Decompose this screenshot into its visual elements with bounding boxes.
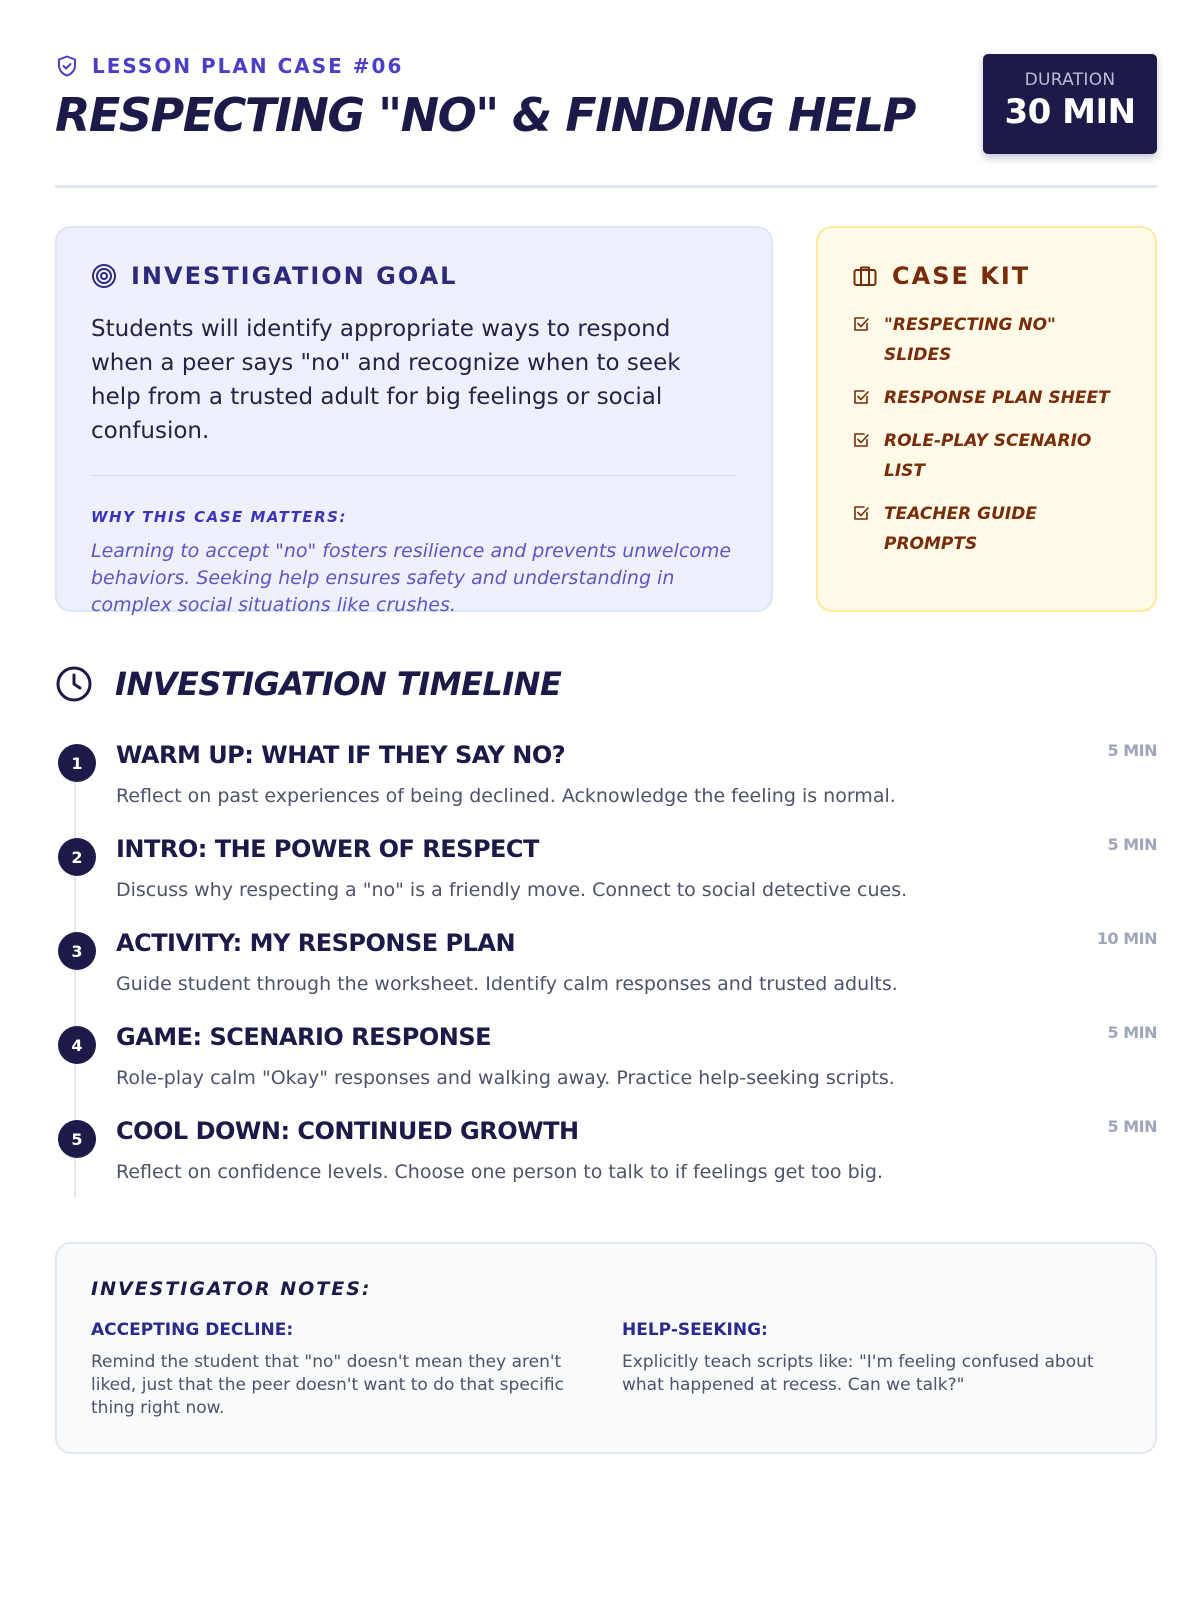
case-eyebrow: [55, 54, 403, 78]
step-description: Discuss why respecting a "no" is a friendly move. Connect to social detective cues.: [116, 879, 908, 901]
timeline-heading-label: INVESTIGATION TIMELINE: [115, 665, 562, 703]
goal-heading: [91, 262, 737, 290]
kit-item: [852, 383, 1121, 413]
duration-label: DURATION: [1024, 70, 1116, 90]
timeline-heading: [55, 665, 561, 703]
step-title: INTRO: THE POWER OF RESPECT: [116, 835, 539, 863]
kit-item: [852, 310, 1121, 370]
checkbox-checked-icon: [852, 504, 870, 522]
kit-list: [852, 310, 1121, 559]
step-description: Reflect on confidence levels. Choose one person to talk to if feelings get too big.: [116, 1161, 884, 1183]
note-column: [622, 1320, 1105, 1420]
duration-value: 30 MIN: [1004, 92, 1136, 132]
goal-heading-label: INVESTIGATION GOAL: [131, 262, 458, 290]
step-title: GAME: SCENARIO RESPONSE: [116, 1023, 492, 1051]
step-title: WARM UP: WHAT IF THEY SAY NO?: [116, 741, 566, 769]
step-number: 3: [58, 932, 96, 970]
timeline-step: [55, 741, 1157, 835]
page-header: [55, 52, 1157, 188]
case-eyebrow-label: LESSON PLAN CASE #06: [92, 54, 404, 78]
checkbox-checked-icon: [852, 431, 870, 449]
step-duration: 10 MIN: [1096, 929, 1157, 948]
kit-item: [852, 426, 1121, 486]
notes-columns: [91, 1320, 1121, 1420]
step-number: 2: [58, 838, 96, 876]
goal-text: Students will identify appropriate ways to respond when a peer says "no" and recognize when to seek help from a trusted adult for big feelings or social confusion.: [91, 316, 681, 444]
note-text: Remind the student that "no" doesn't mean they aren't liked, just that the peer doesn't want to do that specific thing right now.: [91, 1352, 564, 1418]
note-column: [91, 1320, 574, 1420]
timeline-step: [55, 1117, 1157, 1211]
goal-divider: [91, 475, 737, 476]
step-number: 1: [58, 744, 96, 782]
kit-item: [852, 499, 1121, 559]
timeline-step: [55, 929, 1157, 1023]
why-text: Learning to accept "no" fosters resilience and prevents unwelcome behaviors. Seeking help ensures safety and understanding in complex social situations like crushes.: [91, 540, 732, 616]
note-label: HELP-SEEKING:: [622, 1320, 768, 1340]
case-kit-card: [816, 226, 1157, 612]
checkbox-checked-icon: [852, 315, 870, 333]
kit-heading: [852, 262, 1121, 290]
step-duration: 5 MIN: [1107, 1117, 1157, 1136]
checkbox-checked-icon: [852, 388, 870, 406]
notes-heading: INVESTIGATOR NOTES:: [91, 1278, 372, 1300]
target-icon: [91, 263, 117, 289]
note-text: Explicitly teach scripts like: "I'm feeling confused about what happened at recess. Can we talk?": [622, 1352, 1094, 1395]
kit-item-label: RESPONSE PLAN SHEET: [884, 388, 1110, 408]
briefcase-icon: [852, 263, 878, 289]
timeline-step: [55, 1023, 1157, 1117]
note-label: ACCEPTING DECLINE:: [91, 1320, 294, 1340]
step-duration: 5 MIN: [1107, 835, 1157, 854]
step-description: Reflect on past experiences of being declined. Acknowledge the feeling is normal.: [116, 785, 896, 807]
lesson-plan-page: [55, 52, 1157, 1418]
kit-item-label: "RESPECTING NO" SLIDES: [884, 315, 1056, 365]
investigator-notes-card: [55, 1242, 1157, 1454]
timeline: [55, 741, 1157, 1241]
step-description: Role-play calm "Okay" responses and walking away. Practice help-seeking scripts.: [116, 1067, 895, 1089]
step-title: COOL DOWN: CONTINUED GROWTH: [116, 1117, 579, 1145]
duration-badge: [983, 54, 1157, 154]
kit-heading-label: CASE KIT: [892, 262, 1031, 290]
kit-item-label: TEACHER GUIDE PROMPTS: [884, 504, 1037, 554]
step-number: 4: [58, 1026, 96, 1064]
investigation-goal-card: [55, 226, 773, 616]
step-description: Guide student through the worksheet. Identify calm responses and trusted adults.: [116, 973, 898, 995]
step-duration: 5 MIN: [1107, 1023, 1157, 1042]
step-number: 5: [58, 1120, 96, 1158]
step-title: ACTIVITY: MY RESPONSE PLAN: [116, 929, 516, 957]
timeline-step: [55, 835, 1157, 929]
why-label: WHY THIS CASE MATTERS:: [91, 508, 347, 526]
step-duration: 5 MIN: [1107, 741, 1157, 760]
clock-icon: [55, 665, 93, 703]
kit-item-label: ROLE-PLAY SCENARIO LIST: [884, 431, 1092, 481]
shield-check-icon: [55, 54, 79, 78]
page-title: RESPECTING "NO" & FINDING HELP: [55, 88, 915, 142]
